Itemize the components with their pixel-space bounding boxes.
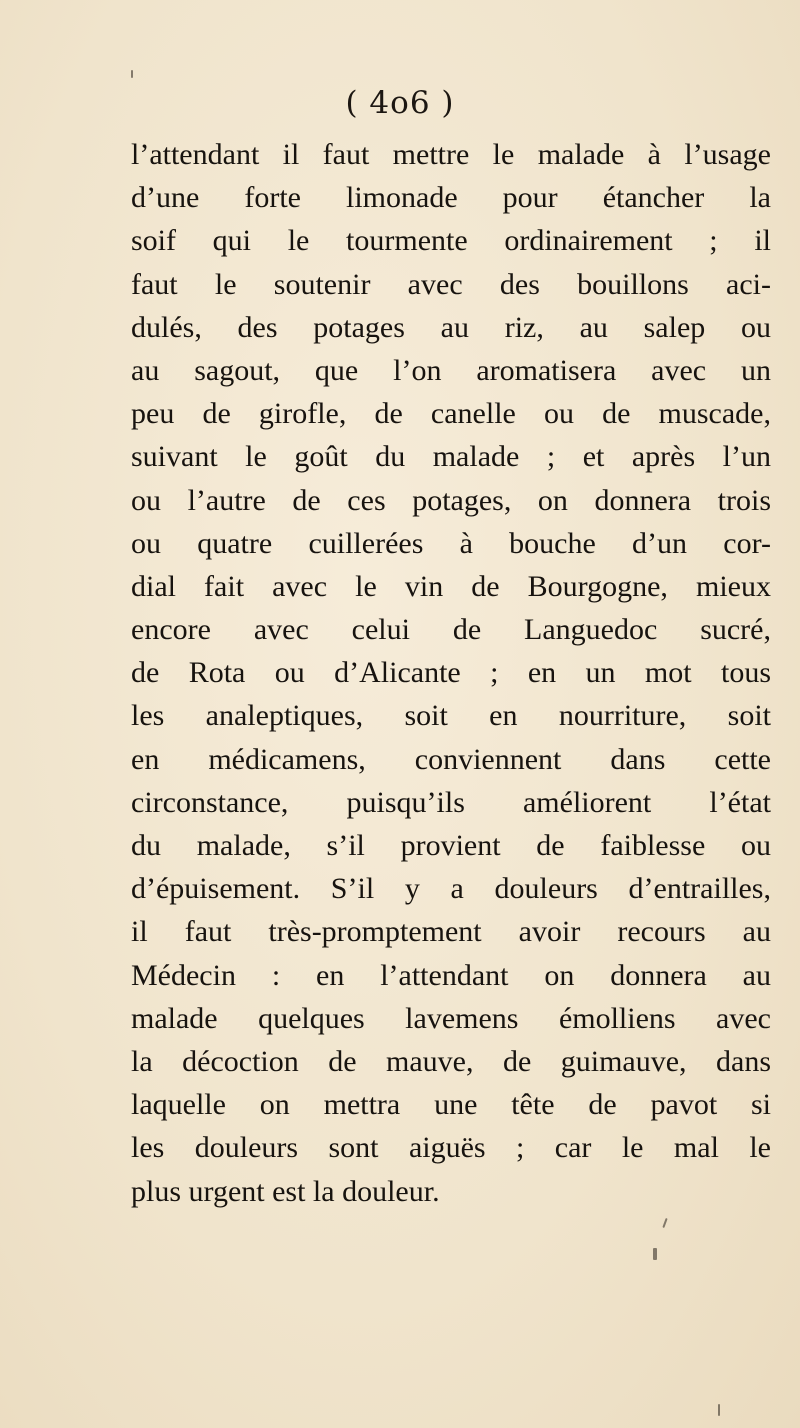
text-line: en médicamens, conviennent dans cette xyxy=(131,742,771,776)
text-line: les douleurs sont aiguës ; car le mal le xyxy=(131,1131,771,1165)
body-text xyxy=(131,133,771,1213)
text-line: d’une forte limonade pour étancher la xyxy=(131,181,771,215)
text-line: au sagout, que l’on aromatisera avec un xyxy=(131,353,771,387)
text-line: faut le soutenir avec des bouillons aci- xyxy=(131,267,771,301)
text-line: la décoction de mauve, de guimauve, dans xyxy=(131,1044,771,1078)
text-line: Médecin : en l’attendant on donnera au xyxy=(131,958,771,992)
text-line: suivant le goût du malade ; et après l’un xyxy=(131,440,771,474)
text-line: dial fait avec le vin de Bourgogne, mieux xyxy=(131,569,771,603)
text-line: ou quatre cuillerées à bouche d’un cor- xyxy=(131,526,771,560)
text-line: peu de girofle, de canelle ou de muscade, xyxy=(131,397,771,431)
page-number: ( 4o6 ) xyxy=(345,85,455,121)
text-line: circonstance, puisqu’ils améliorent l’état xyxy=(131,785,771,819)
text-line: du malade, s’il provient de faiblesse ou xyxy=(131,829,771,862)
ink-speck xyxy=(653,1248,657,1260)
ink-speck xyxy=(718,1404,720,1416)
text-line: dulés, des potages au riz, au salep ou xyxy=(131,310,771,344)
text-line: de Rota ou d’Alicante ; en un mot tous xyxy=(131,656,771,690)
text-line: malade quelques lavemens émolliens avec xyxy=(131,1001,771,1035)
text-line: encore avec celui de Languedoc sucré, xyxy=(131,613,771,647)
text-line: il faut très-promptement avoir recours au xyxy=(131,915,771,949)
text-line: d’épuisement. S’il y a douleurs d’entrailles, xyxy=(131,872,771,906)
text-line: soif qui le tourmente ordinairement ; il xyxy=(131,224,771,258)
text-line: les analeptiques, soit en nourriture, soit xyxy=(131,699,771,733)
text-line: plus urgent est la douleur. xyxy=(131,1174,440,1208)
text-line: l’attendant il faut mettre le malade à l’usage xyxy=(131,138,771,171)
text-line: ou l’autre de ces potages, on donnera trois xyxy=(131,483,771,517)
text-line: laquelle on mettra une tête de pavot si xyxy=(131,1088,771,1122)
ink-speck xyxy=(131,70,133,78)
ink-speck xyxy=(662,1218,667,1228)
